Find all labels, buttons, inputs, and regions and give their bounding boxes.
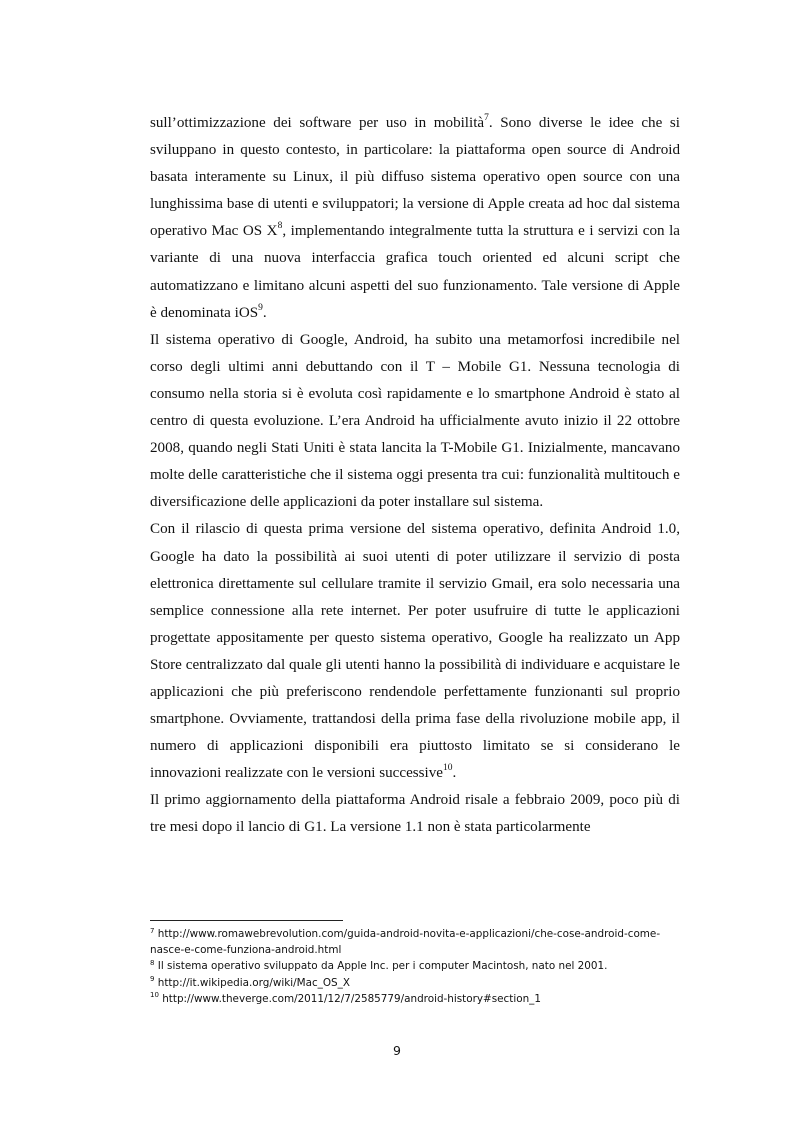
paragraph-3 — [150, 516, 680, 787]
footnote-8 — [150, 958, 690, 974]
footnote-7 — [150, 926, 690, 958]
footnote-link[interactable]: http://it.wikipedia.org/wiki/Mac_OS_X — [154, 976, 350, 989]
paragraph-1-text-a: sull’ottimizzazione dei software per uso in mobilità — [150, 115, 485, 131]
footnote-ref-10: 10 — [442, 763, 453, 774]
footnote-number: 7 — [150, 926, 155, 935]
footnote-9 — [150, 975, 690, 991]
paragraph-4: Il primo aggiornamento della piattaforma Android risale a febbraio 2009, poco più di tre mesi dopo il lancio di G1. La versione 1.1 non è stata particolarmente — [150, 792, 680, 836]
footnote-link[interactable]: http://www.theverge.com/2011/12/7/2585779/android-history#section_1 — [158, 992, 541, 1005]
footnote-10 — [150, 991, 690, 1007]
footnote-text: Il sistema operativo sviluppato da Apple Inc. per i computer Macintosh, nato nel 2001. — [154, 960, 608, 973]
paragraph-3-text-a: Con il rilascio di questa prima versione del sistema operativo, definita Android 1.0, Google ha dato la possibilità ai suoi utenti di poter utilizzare il servizio di posta elettronica direttamente sul cellulare tramite il servizio Gmail, era solo necessaria una semplice connessione alla rete internet. Per poter usufruire di tutte le applicazioni progettate appositamente per questo sistema operativo, Google ha realizzato un App Store centralizzato dal quale gli utenti hanno la possibilità di individuare e acquistare le applicazioni che più preferiscono rendendole perfettamente funzionanti sul proprio smartphone. Ovviamente, trattandosi della prima fase della rivoluzione mobile app, il numero di applicazioni disponibili era piuttosto limitato se si considerano le innovazioni realizzate con le versioni successive — [150, 521, 680, 782]
footnote-ref-9: 9 — [258, 302, 263, 313]
paragraph-1-text-b: . Sono diverse le idee che si sviluppano in questo contesto, in particolare: la piattaforma open source di Android basata interamente su Linux, il più diffuso sistema operativo open source con una lunghissima base di utenti e sviluppatori; la versione di Apple creata ad hoc dal sistema operativo Mac OS X — [150, 115, 680, 240]
page-number: 9 — [393, 1043, 401, 1058]
paragraph-1-text-c: , implementando integralmente tutta la struttura e i servizi con la variante di una nuova interfaccia grafica touch oriented ed alcuni script che automatizzano e limitano alcuni aspetti del suo funzionamento. Tale versione di Apple è denominata iOS — [150, 223, 680, 321]
body-text — [150, 110, 680, 842]
paragraph-1-text-d: . — [262, 304, 267, 321]
footnote-link[interactable]: http://www.romawebrevolution.com/guida-android-novita-e-applicazioni/che-cose-android-come-nasce-e-come-funziona-android.html — [150, 928, 661, 957]
paragraph-1 — [150, 110, 680, 327]
footnote-ref-8: 8 — [277, 221, 283, 232]
footnotes — [150, 926, 690, 1007]
paragraph-3-text-b: . — [452, 765, 457, 782]
footnote-number: 10 — [150, 991, 159, 1000]
footnote-ref-7: 7 — [484, 112, 489, 123]
footnote-number: 8 — [150, 958, 155, 967]
paragraph-2: Il sistema operativo di Google, Android, ha subito una metamorfosi incredibile nel corso degli ultimi anni debuttando con il T – Mobile G1. Nessuna tecnologia di consumo nella storia si è evoluta così rapidamente e lo smartphone Android è stato al centro di questa evoluzione. L’era Android ha ufficialmente avuto inizio il 22 ottobre 2008, quando negli Stati Uniti è stata lancita la T-Mobile G1. Inizialmente, mancavano molte delle caratteristiche che il sistema oggi presenta tra cui: funzionalità multitouch e diversificazione delle applicazioni da poter installare sul sistema. — [150, 331, 680, 511]
footnote-separator — [150, 920, 343, 921]
footnote-number: 9 — [150, 975, 155, 984]
